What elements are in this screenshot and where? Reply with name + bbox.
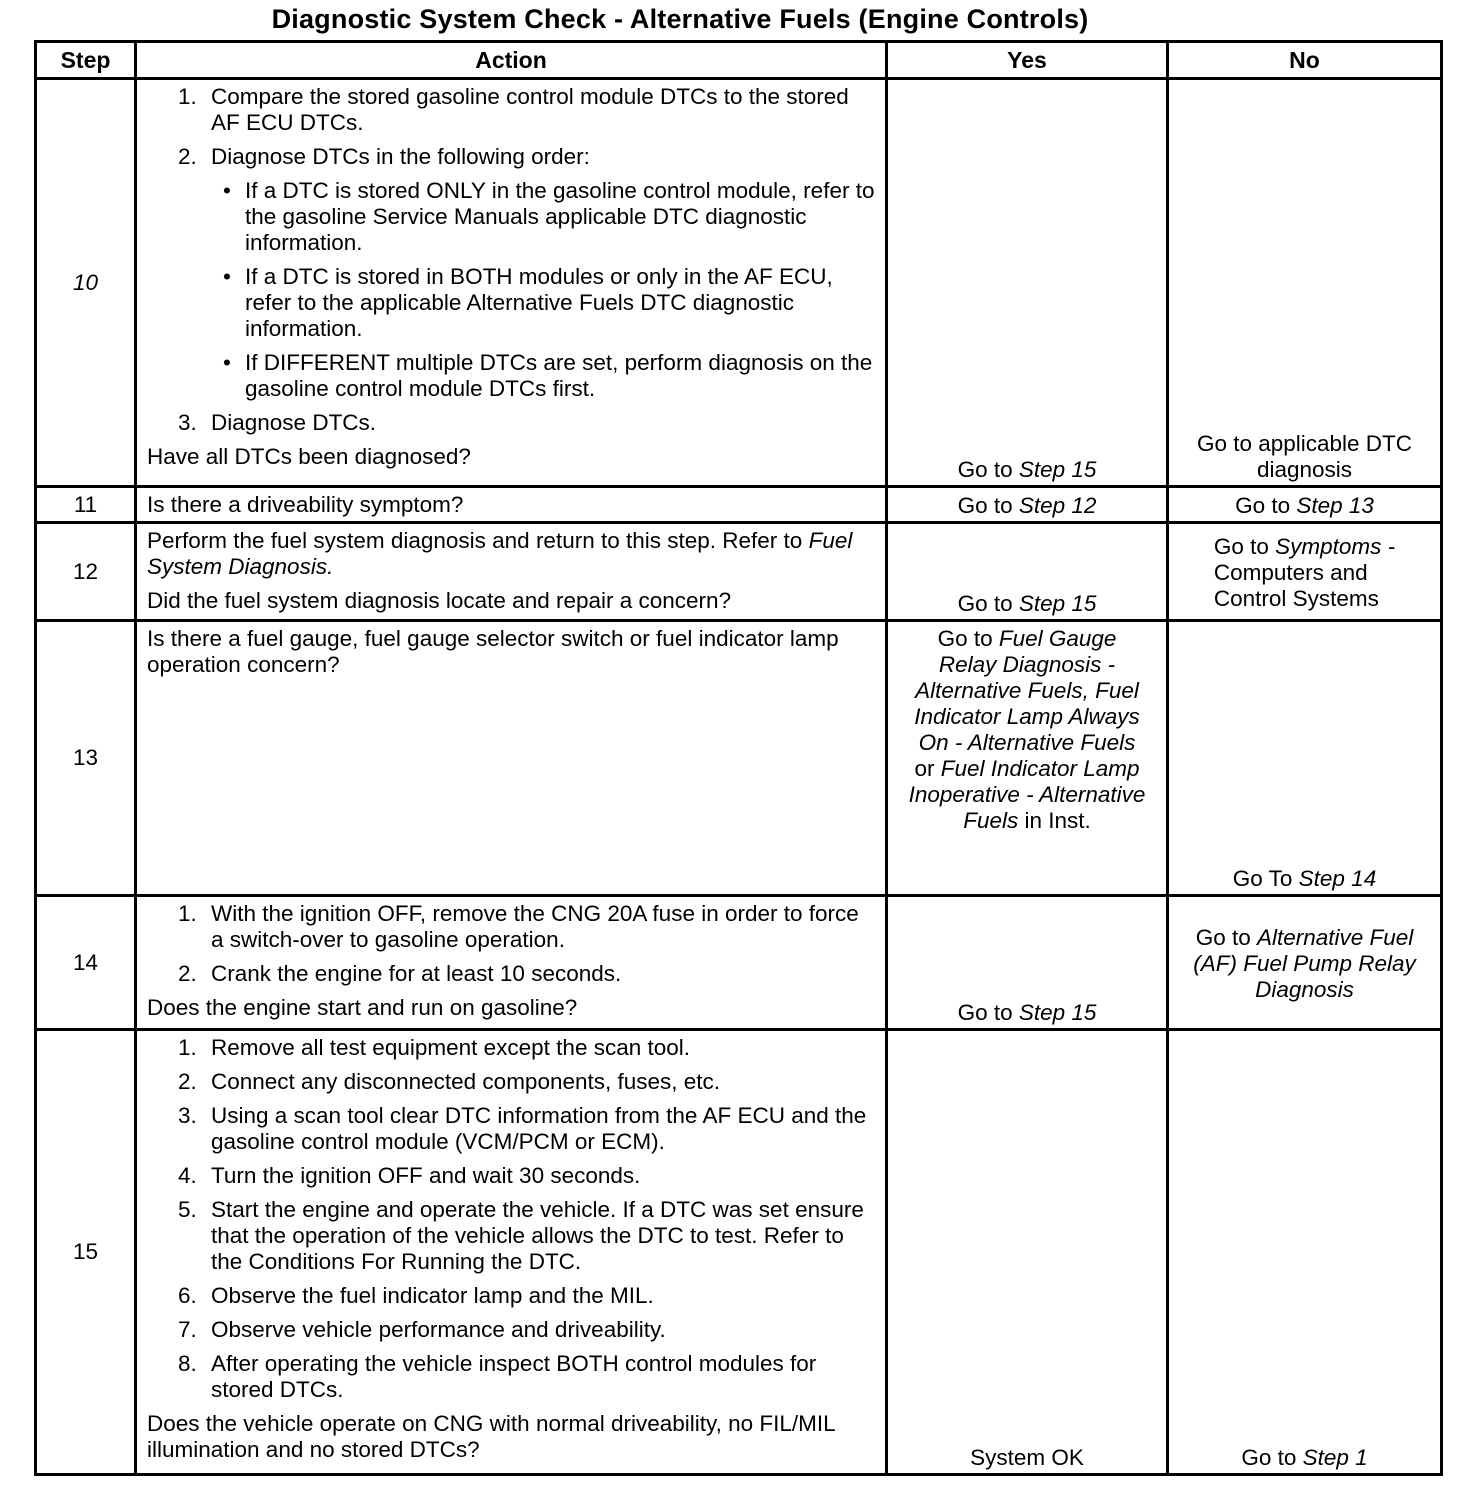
list-item-text: Remove all test equipment except the scan tool. — [211, 1035, 691, 1060]
list-item-text: Connect any disconnected components, fuses, etc. — [211, 1069, 721, 1094]
table-row — [36, 523, 1442, 621]
question-text: Does the engine start and run on gasoline? — [147, 995, 578, 1020]
question-text: Is there a driveability symptom? — [147, 491, 464, 517]
action-list — [147, 1035, 877, 1403]
step-number: 10 — [36, 79, 136, 487]
no-cell — [1168, 523, 1442, 621]
no-prefix: Go to — [1241, 1445, 1303, 1470]
question-text: Is there a fuel gauge, fuel gauge selector switch or fuel indicator lamp operation concern? — [147, 626, 839, 677]
yes-prefix: Go to — [957, 457, 1019, 482]
step-number: 12 — [36, 523, 136, 621]
yes-prefix: Go to — [957, 1000, 1019, 1025]
no-line: Computers and — [1213, 559, 1368, 585]
list-item — [203, 84, 877, 136]
no-prefix: Go to — [1213, 533, 1276, 559]
no-reference-link[interactable]: Alternative Fuel (AF) Fuel Pump Relay Diagnosis — [1193, 924, 1416, 1002]
yes-reference-link[interactable]: Fuel Gauge Relay Diagnosis - Alternative Fuels, Fuel Indicator Lamp Always On - Alternative Fuels — [914, 626, 1140, 755]
list-item — [203, 1317, 877, 1343]
no-reference-link[interactable]: Symptoms - — [1275, 533, 1396, 559]
table-row — [36, 1030, 1442, 1475]
header-step: Step — [36, 42, 136, 79]
question-text: Have all DTCs been diagnosed? — [147, 444, 471, 469]
step-number: 11 — [36, 487, 136, 523]
action-cell — [136, 79, 887, 487]
no-prefix: Go To — [1232, 866, 1299, 891]
yes-step-link[interactable]: Step 15 — [1018, 1000, 1097, 1025]
yes-suffix: in Inst. — [1018, 808, 1091, 833]
no-cell — [1168, 896, 1442, 1030]
yes-step-link[interactable]: Step 12 — [1018, 492, 1097, 518]
header-no: No — [1168, 42, 1442, 79]
no-prefix: Go to — [1235, 492, 1297, 518]
no-line: Control Systems — [1213, 585, 1379, 611]
list-item — [203, 961, 877, 987]
list-item — [203, 144, 877, 402]
page-title: Diagnostic System Check - Alternative Fuels (Engine Controls) — [271, 4, 1089, 34]
bullet-item: • If DIFFERENT multiple DTCs are set, perform diagnosis on the gasoline control module DTCs first. — [245, 350, 877, 402]
no-cell — [1168, 621, 1442, 896]
list-item-text: Diagnose DTCs in the following order: — [211, 144, 590, 169]
list-item — [203, 1069, 877, 1095]
list-item-text: Start the engine and operate the vehicle. If a DTC was set ensure that the operation of the vehicle allows the DTC to test. Refer to the Conditions For Running the DTC. — [211, 1197, 864, 1274]
header-action: Action — [136, 42, 887, 79]
list-item-text: Observe the fuel indicator lamp and the MIL. — [211, 1283, 654, 1308]
action-cell — [136, 1030, 887, 1475]
action-cell — [136, 621, 887, 896]
action-cell — [136, 896, 887, 1030]
yes-cell — [887, 896, 1168, 1030]
action-cell — [136, 523, 887, 621]
no-step-link[interactable]: Step 1 — [1302, 1445, 1368, 1470]
list-item-text: Compare the stored gasoline control module DTCs to the stored AF ECU DTCs. — [211, 84, 849, 135]
instruction-text — [147, 528, 877, 580]
step-number: 15 — [36, 1030, 136, 1475]
bullet-list — [211, 178, 877, 402]
action-cell — [136, 487, 887, 523]
table-row — [36, 79, 1442, 487]
bullet-item: • If a DTC is stored ONLY in the gasoline control module, refer to the gasoline Service Manuals applicable DTC diagnostic information. — [245, 178, 877, 256]
yes-reference-link[interactable]: Fuel Indicator Lamp Inoperative - Alternative Fuels — [908, 756, 1146, 833]
step-number: 14 — [36, 896, 136, 1030]
yes-cell — [887, 621, 1168, 896]
no-step-link[interactable]: Step 13 — [1296, 492, 1374, 518]
list-item-text: Using a scan tool clear DTC information from the AF ECU and the gasoline control module (VCM/PCM or ECM). — [211, 1103, 867, 1154]
list-item — [203, 1197, 877, 1275]
list-item-text: Observe vehicle performance and driveability. — [211, 1317, 666, 1342]
yes-connector: or — [914, 756, 941, 781]
table-row — [36, 896, 1442, 1030]
no-cell — [1168, 79, 1442, 487]
question-text: Did the fuel system diagnosis locate and repair a concern? — [147, 588, 732, 613]
action-list — [147, 84, 877, 436]
no-prefix: Go to — [1195, 924, 1257, 950]
bullet-item: • If a DTC is stored in BOTH modules or only in the AF ECU, refer to the applicable Alternative Fuels DTC diagnostic information. — [245, 264, 877, 342]
no-cell — [1168, 487, 1442, 523]
action-list — [147, 901, 877, 987]
yes-cell — [887, 79, 1168, 487]
list-item-text: Diagnose DTCs. — [211, 410, 377, 435]
list-item-text: After operating the vehicle inspect BOTH control modules for stored DTCs. — [211, 1351, 817, 1402]
table-row — [36, 621, 1442, 896]
yes-prefix: Go to — [937, 626, 999, 651]
diagnostic-table — [34, 40, 1443, 1476]
header-row — [36, 42, 1442, 79]
step-number: 13 — [36, 621, 136, 896]
list-item — [203, 1283, 877, 1309]
yes-prefix: Go to — [957, 591, 1019, 616]
list-item — [203, 901, 877, 953]
list-item — [203, 410, 877, 436]
yes-text: System OK — [970, 1445, 1084, 1470]
no-text-block — [1214, 534, 1395, 612]
list-item-text: With the ignition OFF, remove the CNG 20A fuse in order to force a switch-over to gasoline operation. — [211, 901, 859, 952]
list-item — [203, 1035, 877, 1061]
list-item — [203, 1351, 877, 1403]
reference-link[interactable]: Fuel System Diagnosis. — [147, 528, 853, 579]
header-yes: Yes — [887, 42, 1168, 79]
no-text: Go to applicable DTC diagnosis — [1196, 431, 1413, 482]
list-item-text: Crank the engine for at least 10 seconds. — [211, 961, 622, 986]
list-item-text: Turn the ignition OFF and wait 30 seconds. — [211, 1163, 641, 1188]
list-item — [203, 1103, 877, 1155]
yes-cell — [887, 523, 1168, 621]
table-row — [36, 487, 1442, 523]
yes-step-link[interactable]: Step 15 — [1018, 457, 1097, 482]
list-item — [203, 1163, 877, 1189]
no-cell — [1168, 1030, 1442, 1475]
yes-cell — [887, 487, 1168, 523]
question-text: Does the vehicle operate on CNG with normal driveability, no FIL/MIL illumination and no stored DTCs? — [147, 1411, 835, 1462]
yes-prefix: Go to — [957, 492, 1019, 518]
instruction-text-main: Perform the fuel system diagnosis and return to this step. Refer to — [147, 528, 803, 553]
yes-step-link[interactable]: Step 15 — [1018, 591, 1097, 616]
no-step-link[interactable]: Step 14 — [1298, 866, 1377, 891]
yes-cell — [887, 1030, 1168, 1475]
